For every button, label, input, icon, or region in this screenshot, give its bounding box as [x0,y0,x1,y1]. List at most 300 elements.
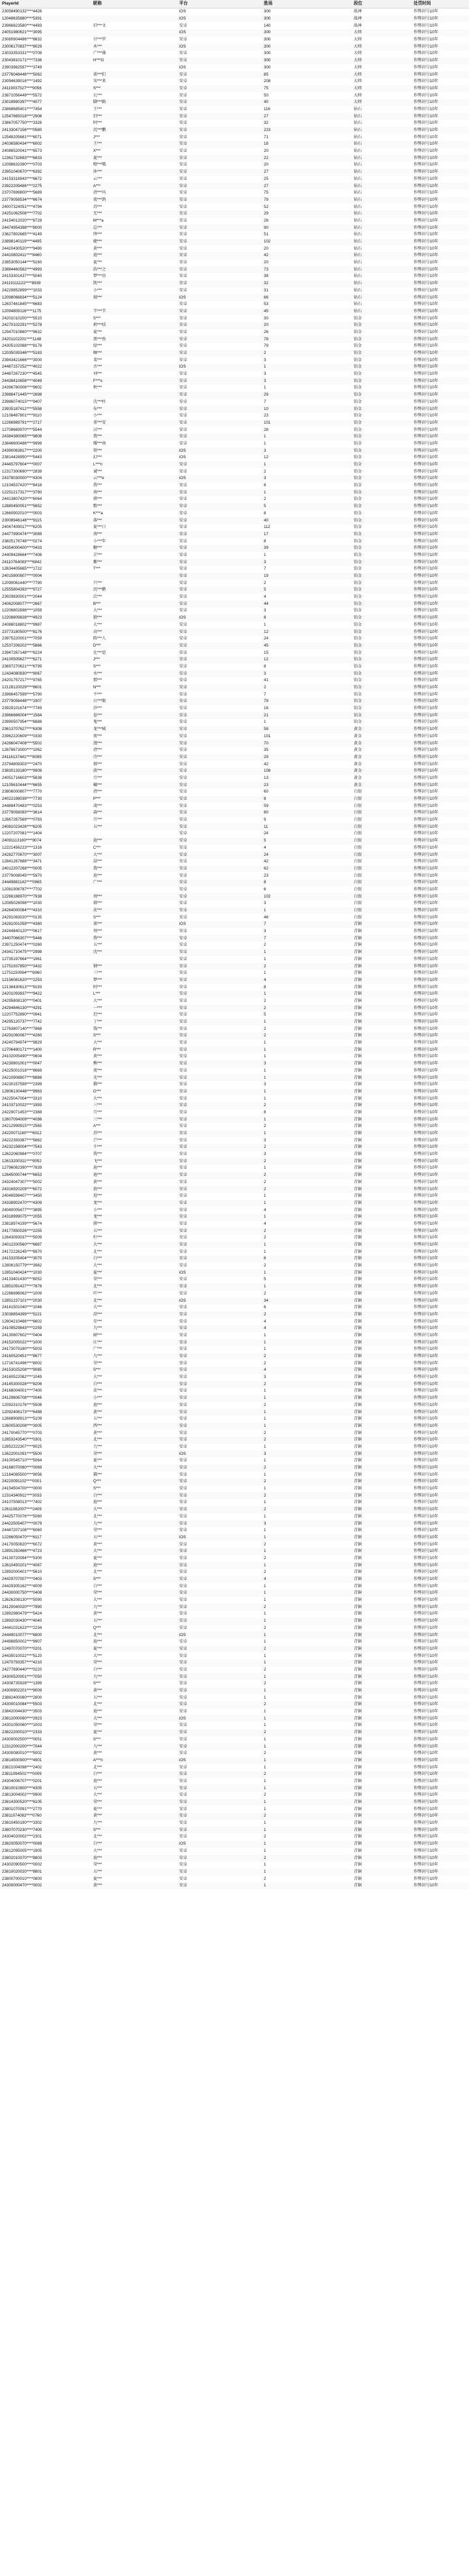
table-row [0,266,469,273]
penalty-cell: 作弊封号10年 [412,475,469,482]
platform-cell: 安卓 [177,1701,262,1708]
penalty-cell: 作弊封号10年 [412,322,469,329]
wins-cell: 3 [262,1450,352,1457]
platform-cell: 安卓 [177,1826,262,1834]
player-id-cell: 23058490132****4426 [2,9,42,14]
nickname-cell: 水*** [91,670,177,677]
penalty-cell: 作弊封号10年 [414,789,438,795]
nickname-cell: 迪*** [93,1778,102,1783]
wins-cell: 39 [262,545,352,552]
rank-cell: 白银 [354,845,362,850]
player-id-cell: 24201010200****5510 [2,315,42,321]
penalty-cell: 作弊封号10年 [414,1639,438,1645]
platform-cell: 安卓 [177,1074,262,1081]
player-id-cell: 12626208130****5090 [2,1598,42,1603]
wins-cell: 1 [262,1019,352,1026]
platform-cell: 安卓 [177,99,262,106]
player-id-cell: 24435010022****5120 [2,1653,42,1658]
rank-cell: 铂金 [354,441,362,446]
platform-cell: 安卓 [177,1186,262,1193]
player-id-cell: 24102005490****0604 [2,1054,42,1059]
table-row [0,1736,469,1744]
rank-cell: 青铜 [352,1019,412,1026]
table-row [0,1137,469,1144]
wins-cell: 2 [264,1793,266,1798]
rank-cell: 青铜 [352,1660,412,1667]
nickname-cell: 诺***们 [91,71,177,78]
nickname-cell: 夏*** [91,1646,177,1653]
table-row [0,1012,469,1019]
rank-cell: 青铜 [354,1695,362,1700]
penalty-cell: 作弊封号10年 [414,1193,438,1199]
player-id-cell: 12286696062****1009 [2,1291,42,1296]
player-id-cell: 24201102201****1148 [0,336,91,343]
nickname-cell: 橘*** [91,782,177,789]
platform-cell: 安卓 [177,1102,262,1109]
penalty-cell: 作弊封号10年 [412,16,469,23]
platform-cell: 安卓 [177,698,262,705]
rank-cell: 黄金 [354,733,362,739]
platform-cell: 安卓 [177,1646,262,1653]
penalty-cell: 作弊封号10年 [412,1116,469,1123]
platform-cell: 安卓 [179,1472,188,1477]
wins-cell: 4 [262,1367,352,1374]
wins-cell: 1 [262,1548,352,1555]
wins-cell: 300 [264,37,271,42]
table-row [0,691,469,698]
platform-cell: 安卓 [179,1611,188,1617]
wins-cell: 2 [264,1026,266,1031]
nickname-cell: 刘*** [93,372,102,377]
table-row [0,991,469,998]
platform-cell: 安卓 [179,1430,188,1435]
penalty-cell: 作弊封号10年 [414,1472,438,1477]
penalty-cell: 作弊封号10年 [412,1186,469,1193]
table-row [0,71,469,78]
platform-cell: 安卓 [177,600,262,607]
player-id-cell: 12361732693****6833 [0,154,91,162]
wins-cell: 1 [264,1472,266,1477]
wins-cell: 2 [264,1751,266,1756]
table-row [0,1806,469,1813]
nickname-cell: 耐*** [93,1332,102,1338]
rank-cell: 白银 [354,859,362,864]
nickname-cell: H***G [91,57,177,65]
wins-cell: 5 [262,587,352,594]
platform-cell: iOS [177,921,262,928]
platform-cell: 安卓 [179,692,188,697]
wins-cell: 11 [262,823,352,830]
nickname-cell: D*** [91,643,177,650]
wins-cell: 8 [262,879,352,886]
player-id-cell: 24154504700****0000 [2,1486,42,1491]
wins-cell: 41 [264,678,268,683]
penalty-cell: 作弊封号10年 [412,1061,469,1068]
penalty-cell: 作弊封号10年 [412,489,469,496]
wins-cell: 2 [264,1681,266,1686]
wins-cell: 3 [262,1520,352,1527]
table-row [0,1263,469,1270]
table-row [0,1465,469,1472]
wins-cell: 300 [264,65,271,70]
nickname-cell: 大*** [93,608,102,613]
nickname-cell: 江*** [91,1339,177,1346]
player-id-cell: 12206802898****1059 [2,608,42,613]
penalty-cell: 作弊封号10年 [412,405,469,413]
player-id-cell: 24264000084****4310 [0,907,91,915]
penalty-cell: 作弊封号10年 [414,1263,438,1268]
player-id-cell: 24230157599****2399 [2,1082,42,1087]
rank-cell: 钻石 [354,218,362,223]
platform-cell: 安卓 [177,336,262,343]
wins-cell: 20 [264,162,268,168]
platform-cell: 安卓 [179,385,188,390]
table-row [0,594,469,601]
nickname-cell: 钱*** [93,1026,102,1031]
table-row [0,120,469,127]
nickname-cell: J*** [93,134,100,139]
platform-cell: 安卓 [179,427,188,432]
nickname-cell: 沉***鹅 [91,587,177,594]
rank-cell: 铂金 [354,538,362,544]
player-id-cell: 23988471445****2698 [0,392,91,399]
platform-cell: 安卓 [177,1548,262,1555]
wins-cell: 1 [262,1562,352,1569]
platform-cell: 安卓 [177,1004,262,1012]
player-id-cell: 12763807140****7868 [2,1026,42,1031]
nickname-cell: M***a [93,218,104,223]
table-row [0,615,469,622]
rank-cell: 青铜 [354,1096,362,1101]
wins-cell: 23 [262,782,352,789]
wins-cell: 1 [264,1486,266,1491]
wins-cell: 29 [262,754,352,761]
penalty-cell: 作弊封号10年 [412,977,469,984]
table-row [0,510,469,518]
table-row [0,1360,469,1367]
player-id-cell: 23820050070****0089 [0,1841,91,1848]
wins-cell: 1 [264,956,266,961]
platform-cell: 安卓 [179,566,188,572]
rank-cell: 青铜 [352,1492,412,1499]
penalty-cell: 作弊封号10年 [414,1207,438,1212]
rank-cell: 黄金 [354,775,362,780]
penalty-cell: 作弊封号10年 [412,796,469,803]
table-row [0,50,469,57]
player-id-cell: 12892980479****5424 [2,1611,42,1617]
table-row [0,1514,469,1521]
table-row [0,1757,469,1764]
table-row [0,1061,469,1068]
penalty-cell: 作弊封号10年 [414,218,438,223]
player-id-cell: 12094809116****1175 [0,308,91,315]
rank-cell: 铂金 [352,684,412,692]
column-header-platform: 平台 [177,0,262,8]
platform-cell: 安卓 [179,441,188,446]
player-id-cell: 24232158004****7543 [0,1144,91,1151]
rank-cell: 钻石 [352,169,412,176]
player-id-cell: 12806150779****3982 [2,1263,42,1268]
player-id-cell: 24488470483****0253 [2,803,42,808]
platform-cell: 安卓 [177,1395,262,1402]
player-id-cell: 24168070080****0069 [0,1465,91,1472]
penalty-cell: 作弊封号10年 [412,1492,469,1499]
platform-cell: 安卓 [179,1598,188,1603]
penalty-cell: 作弊封号10年 [412,1074,469,1081]
player-id-cell: 23811074082****0760 [0,1813,91,1820]
wins-cell: 116 [264,106,270,111]
platform-cell: 安卓 [179,789,188,795]
penalty-cell: 作弊封号10年 [412,154,469,162]
wins-cell: 3 [264,1082,266,1087]
player-id-cell: 24304020002****2301 [2,1834,42,1839]
player-id-cell: 12085026098****1030 [2,901,42,906]
player-id-cell: 12312000200****7044 [0,1743,91,1750]
table-row [0,1248,469,1255]
wins-cell: 79 [262,698,352,705]
player-id-cell: 23962220609****0330 [2,733,42,739]
platform-cell: 安卓 [177,796,262,803]
player-id-cell: 12497070070****0201 [0,1646,91,1653]
player-id-cell: 23935187412****5558 [0,405,91,413]
wins-cell: 20 [264,246,268,251]
table-row [0,517,469,524]
penalty-cell: 作弊封号10年 [414,1764,438,1770]
platform-cell: iOS [177,364,262,371]
rank-cell: 白银 [352,823,412,830]
rank-cell: 青铜 [352,1242,412,1249]
player-id-cell: 12555804393****9727 [0,587,91,594]
wins-cell: 2 [262,1854,352,1862]
table-row [0,1548,469,1555]
table-row [0,218,469,225]
wins-cell: 2 [262,1506,352,1514]
wins-cell: 2 [262,1492,352,1499]
rank-cell: 青铜 [352,1506,412,1514]
nickname-cell: 北*** [93,1764,102,1770]
wins-cell: 3 [264,372,266,377]
wins-cell: 3 [264,1137,266,1143]
nickname-cell: 耀***南 [93,441,106,446]
nickname-cell: A*** [91,183,177,190]
nickname-cell: 糖*** [91,545,177,552]
nickname-cell: 阿*** [93,984,102,989]
player-id-cell: 12314340911****3033 [0,1492,91,1499]
penalty-cell: 作弊封号10年 [414,1583,438,1588]
penalty-cell: 作弊封号10年 [414,1319,438,1324]
player-id-cell: 24449010077****6800 [0,1632,91,1639]
wins-cell: 79 [262,197,352,204]
table-row [0,162,469,169]
table-row [0,392,469,399]
penalty-cell: 作弊封号10年 [412,1311,469,1319]
penalty-cell: 作弊封号10年 [412,1255,469,1263]
penalty-cell: 作弊封号10年 [414,1096,438,1101]
penalty-cell: 作弊封号10年 [412,1562,469,1569]
table-row [0,1569,469,1576]
penalty-cell: 作弊封号10年 [414,1736,438,1742]
penalty-cell: 作弊封号10年 [412,1269,469,1276]
header-row [0,0,469,8]
table-row [0,942,469,949]
table-row [0,1597,469,1604]
player-id-cell: 24429707007****0403 [0,1576,91,1583]
rank-cell: 青铜 [352,1004,412,1012]
nickname-cell: N*** [91,684,177,692]
table-row [0,377,469,385]
rank-cell: 战神 [354,9,362,14]
player-id-cell: 24354000400****0433 [0,545,91,552]
wins-cell: 1 [264,1165,266,1171]
table-row [0,1750,469,1757]
nickname-cell: 凯*** [91,280,177,287]
nickname-cell: A*** [93,1124,101,1129]
penalty-cell: 作弊封号10年 [414,1124,438,1129]
platform-cell: 安卓 [179,1542,188,1547]
rank-cell: 青铜 [352,1729,412,1736]
table-row [0,830,469,838]
nickname-cell: 广*** [93,1347,102,1352]
nickname-cell: 猫*** [93,1082,102,1087]
platform-cell: 安卓 [177,1520,262,1527]
rank-cell: 白银 [354,901,362,906]
wins-cell: 300 [264,9,271,14]
player-id-cell: 23818974199****5674 [2,1221,42,1226]
penalty-cell: 作弊封号10年 [412,183,469,190]
platform-cell: 安卓 [179,37,188,42]
player-id-cell: 23018990397****4077 [0,99,91,106]
nickname-cell: 熊*** [91,1061,177,1068]
rank-cell: 青铜 [354,1709,362,1714]
table-row [0,92,469,99]
penalty-cell: 作弊封号10年 [412,1799,469,1806]
rank-cell: 青铜 [354,1263,362,1268]
rank-cell: 青铜 [352,1297,412,1304]
player-id-cell: 24154012020****8728 [2,218,42,223]
penalty-cell: 作弊封号10年 [412,1771,469,1778]
penalty-cell: 作弊封号10年 [414,1152,438,1157]
penalty-cell: 作弊封号10年 [412,1646,469,1653]
platform-cell: 安卓 [177,1116,262,1123]
rank-cell: 青铜 [352,1381,412,1388]
player-id-cell: 23810010900****4305 [0,1785,91,1792]
nickname-cell [91,886,177,894]
platform-cell: 安卓 [177,879,262,886]
column-header-penalty: 处罚时间 [412,0,469,8]
rank-cell: 青铜 [354,1583,362,1588]
nickname-cell: 迪*** [93,1639,102,1645]
rank-cell: 青铜 [354,1542,362,1547]
rank-cell: 青铜 [354,1625,362,1630]
rank-cell: 青铜 [352,1311,412,1319]
penalty-cell: 作弊封号10年 [412,656,469,664]
table-row [0,1214,469,1221]
table-row [0,636,469,643]
penalty-cell: 作弊封号10年 [412,615,469,622]
table-row [0,113,469,120]
table-row [0,1680,469,1688]
wins-cell: 4 [262,977,352,984]
rank-cell: 青铜 [354,1305,362,1310]
rank-cell: 钻石 [352,224,412,231]
table-row [0,1471,469,1478]
nickname-cell: 五*** [93,1416,102,1422]
table-row [0,628,469,636]
table-row [0,761,469,768]
platform-cell: iOS [177,1841,262,1848]
nickname-cell: 我*** [93,483,102,488]
rank-cell: 青铜 [354,1165,362,1171]
table-row [0,1882,469,1890]
penalty-cell: 作弊封号10年 [412,1130,469,1137]
nickname-cell: 五*** [91,823,177,830]
nickname-cell: T*** [93,566,101,572]
nickname-cell: 我*** [91,866,177,873]
platform-cell: 安卓 [179,678,188,683]
nickname-cell: 夜***鸽 [91,197,177,204]
platform-cell: 安卓 [179,1096,188,1101]
penalty-cell: 作弊封号10年 [412,1729,469,1736]
platform-cell: 安卓 [177,810,262,817]
table-row [0,1708,469,1716]
wins-cell: 12 [262,628,352,636]
nickname-cell: 西*** [91,1423,177,1430]
wins-cell: 27 [262,183,352,190]
penalty-cell: 作弊封号10年 [414,706,438,711]
platform-cell: 安卓 [179,1570,188,1575]
table-row [0,643,469,650]
player-id-cell: 24300902201****9009 [0,1688,91,1695]
rank-cell: 青铜 [352,1339,412,1346]
penalty-cell: 作弊封号10年 [412,810,469,817]
wins-cell: 4 [264,594,266,600]
rank-cell: 青铜 [354,1152,362,1157]
wins-cell: 1 [264,622,266,627]
table-row [0,1478,469,1486]
wins-cell: 2 [264,1542,266,1547]
nickname-cell: 五*** [93,943,102,948]
player-id-cell: 23951040670****6392 [0,169,91,176]
table-row [0,1311,469,1319]
table-row [0,1632,469,1639]
rank-cell: 青铜 [354,1848,362,1853]
penalty-cell: 作弊封号10年 [414,886,438,892]
player-id-cell: 24413807420****6064 [2,497,42,502]
penalty-cell: 作弊封号10年 [414,915,438,920]
wins-cell: 10 [262,405,352,413]
wins-cell: 1 [262,1534,352,1542]
nickname-cell: 旧***文 [93,23,106,28]
rank-cell: 铂金 [352,364,412,371]
table-row [0,1562,469,1569]
platform-cell: 安卓 [179,93,188,98]
rank-cell: 青铜 [352,921,412,928]
platform-cell: 安卓 [179,1109,188,1115]
nickname-cell: S*** [91,85,177,93]
table-row [0,468,469,475]
rank-cell: 青铜 [352,1214,412,1221]
platform-cell: 安卓 [177,531,262,538]
player-id-cell: 24225001018****8669 [2,1068,42,1073]
table-row [0,1743,469,1750]
player-id-cell: 23806000807****7770 [2,789,42,795]
platform-cell: 安卓 [177,405,262,413]
nickname-cell: C*** [93,845,101,850]
player-id-cell: 12048635880****5391 [0,16,91,23]
penalty-cell: 作弊封号10年 [412,1757,469,1764]
wins-cell: 19 [262,573,352,580]
wins-cell: 300 [262,29,352,37]
